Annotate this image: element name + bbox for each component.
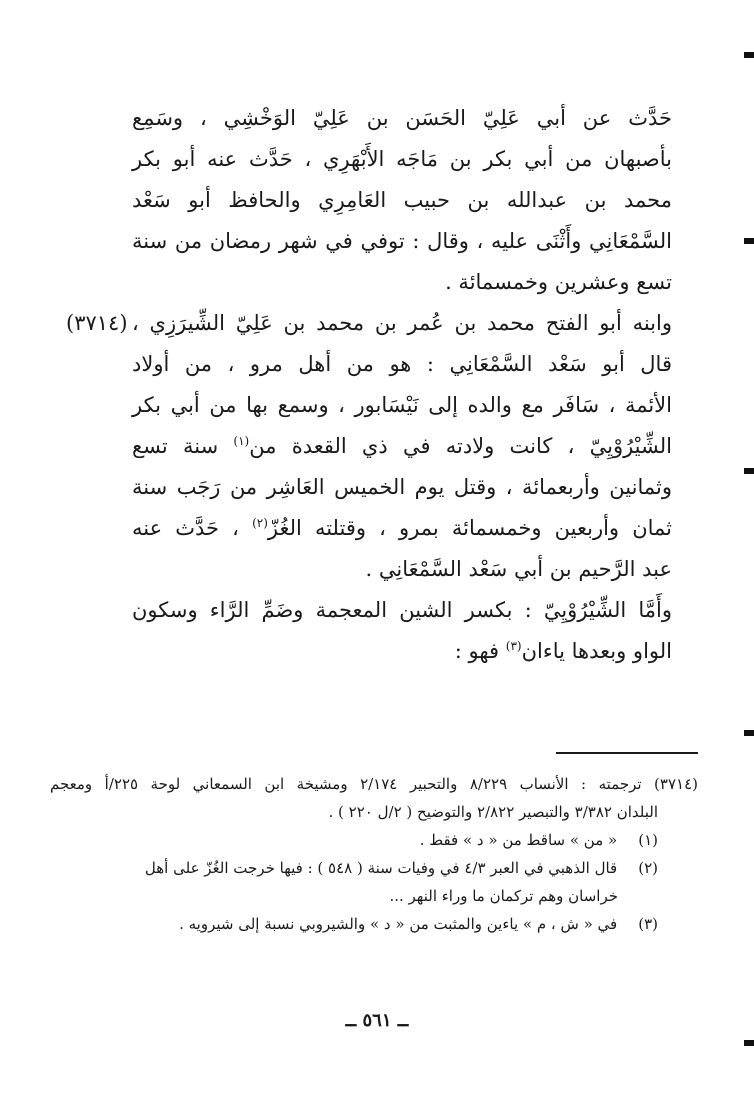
footnote-entry-text-1: ترجمته : الأنساب ٨/٢٢٩ والتحبير ٢/١٧٤ ومشيخة ابن السمعاني لوحة ٢٢٥/أ ومعجم <box>50 775 642 793</box>
edge-mark-3 <box>744 468 754 474</box>
note-line-2-tail: فهو : <box>454 639 506 663</box>
entry-line-6-head: ثمان وأربعين وخمسمائة بمرو ، وقتلته الغُزّ <box>267 516 672 540</box>
footnote-ref-2: (٢) <box>252 516 268 530</box>
footnote-entry-line-2: البلدان ٣/٣٨٢ والتبصير ٢/٨٢٢ والتوضيح ( ٢/ل ٢٢٠ ) . <box>328 803 658 821</box>
entry-line-4 <box>132 426 672 467</box>
note-line-1: وأَمَّا الشِّيْرُوْيِيّ : بكسر الشين المعجمة وضَمِّ الرَّاء وسكون <box>132 598 672 622</box>
footnote-3-text: في « ش ، م » ياءين والمثبت من « د » والشيروبي نسبة إلى شيرويه . <box>179 915 618 933</box>
text-line-5: تسع وعشرين وخمسمائة . <box>445 270 672 294</box>
footnote-entry-ref: (٣٧١٤) <box>654 775 698 793</box>
text-line-4: السَّمْعَانِي وأَثْنَى عليه ، وقال : توفي في شهر رمضان من سنة <box>132 229 672 253</box>
entry-line-1: وابنه أبو الفتح محمد بن عُمر بن محمد بن عَلِيّ الشِّيرَزِي ، <box>132 311 672 335</box>
footnote-ref-3: (٣) <box>505 639 522 653</box>
footnote-1-label: (١) <box>638 831 658 849</box>
entry-line-3: الأئمة ، سَافَر مع والده إلى نَيْسَابور ، وسمع بها من أبي بكر <box>132 393 672 417</box>
entry-line-6 <box>132 508 672 549</box>
entry-line-7: عبد الرَّحيم بن أبي سَعْد السَّمْعَانِي . <box>365 557 672 581</box>
edge-mark-4 <box>744 730 754 736</box>
entry-line-6-tail: ، حَدَّث عنه <box>132 516 253 540</box>
footnote-ref-1: (١) <box>233 434 250 448</box>
footnote-3 <box>50 910 698 938</box>
page-number: ــ ٥٦١ ــ <box>345 1010 409 1031</box>
entry-line-5: وثمانين وأربعمائة ، وقتل يوم الخميس العَاشِر من رَجَب سنة <box>132 475 672 499</box>
text-line-2: بأصبهان من أبي بكر بن مَاجَه الأَبْهَرِي ، حَدَّث عنه أبو بكر <box>132 147 672 171</box>
entry-line-4-tail: سنة تسع <box>132 434 234 458</box>
footnote-2-label: (٢) <box>638 859 658 877</box>
footnote-2-continuation: خراسان وهم ترکمان ما وراء النهر ... <box>389 887 618 905</box>
footnotes-block <box>50 770 698 938</box>
entry-3714 <box>66 303 672 590</box>
footnote-3-label: (٣) <box>638 915 658 933</box>
footnote-2 <box>50 854 698 882</box>
edge-mark-2 <box>744 238 754 244</box>
entry-line-4-head: الشِّيْرُوْيِيّ ، كانت ولادته في ذي القعدة من <box>249 434 672 458</box>
footnote-1 <box>50 826 698 854</box>
footnote-separator <box>556 752 698 754</box>
footnote-1-text: « من » ساقط من « د » فقط . <box>419 831 618 849</box>
entry-line-2: قال أبو سَعْد السَّمْعَانِي : هو من أهل مرو ، من أولاد <box>132 352 672 376</box>
main-text-block <box>66 98 672 672</box>
note-line-2-head: الواو وبعدها ياءان <box>521 639 672 663</box>
text-line-3: محمد بن عبدالله بن حبيب العَامِرِي والحافظ أبو سَعْد <box>132 188 672 212</box>
note-line-2 <box>132 631 672 672</box>
footnote-2-text: قال الذهبي في العبر ٤/٣ في وفيات سنة ( ٥٤٨ ) : فيها خرجت الغُزّ على أهل <box>144 859 618 877</box>
text-line-1: حَدَّث عن أبي عَلِيّ الحَسَن بن عَلِيّ الوَخْشِي ، وسَمِع <box>132 106 672 130</box>
entry-number: (٣٧١٤) <box>66 311 128 335</box>
edge-mark-1 <box>744 52 754 58</box>
edge-mark-5 <box>744 1040 754 1046</box>
footnote-entry-line-1 <box>50 770 698 798</box>
